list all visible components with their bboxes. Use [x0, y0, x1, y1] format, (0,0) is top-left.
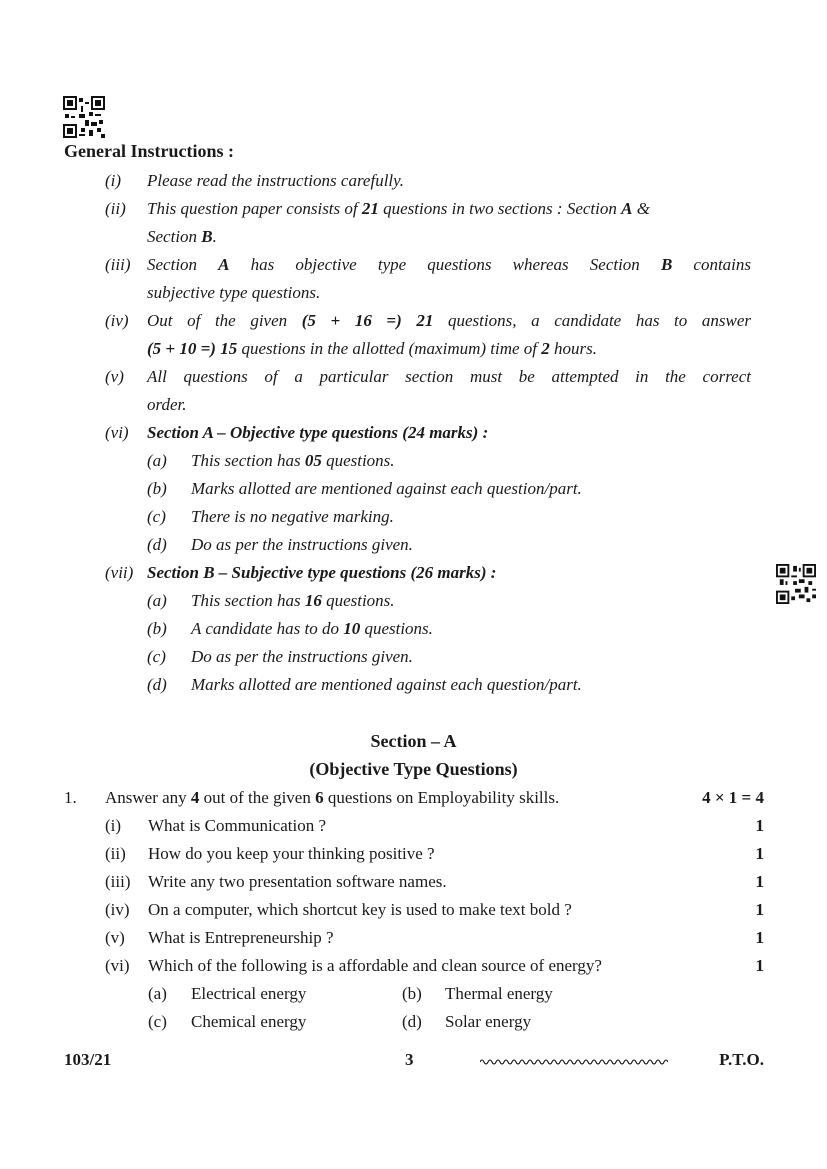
sub-question-number: (ii)	[105, 844, 126, 863]
sub-instruction-label: (a)	[147, 451, 167, 470]
instruction-number: (i)	[105, 171, 122, 190]
sub-question-text: What is Communication ?	[148, 816, 326, 835]
instruction-number: (iv)	[105, 311, 129, 330]
sub-instruction-label: (a)	[147, 591, 167, 610]
section-a-instruction-title: Section A – Objective type questions (24 marks) :	[147, 423, 489, 442]
instruction-text: Section B.	[147, 227, 217, 246]
instruction-text: Out of the given (5 + 16 =) 21 questions, a candidate has to answer	[147, 311, 752, 330]
option-label: (a)	[148, 984, 167, 1003]
sub-instruction-label: (b)	[147, 619, 167, 638]
section-subtitle: (Objective Type Questions)	[309, 759, 518, 779]
sub-question-marks: 1	[755, 928, 764, 947]
option-text: Chemical energy	[191, 1012, 307, 1031]
sub-question-number: (vi)	[105, 956, 130, 975]
question-marks: 4 × 1 = 4	[702, 788, 764, 807]
general-instructions-heading: General Instructions :	[64, 141, 234, 161]
sub-instruction-label: (c)	[147, 507, 166, 526]
sub-question-marks: 1	[755, 844, 764, 863]
option-label: (c)	[148, 1012, 167, 1031]
sub-question-number: (iv)	[105, 900, 130, 919]
sub-instruction-label: (c)	[147, 647, 166, 666]
sub-question-number: (iii)	[105, 872, 131, 891]
instruction-number: (vii)	[105, 563, 134, 582]
instruction-text: subjective type questions.	[147, 283, 321, 302]
pto-label: P.T.O.	[719, 1050, 764, 1069]
wavy-line-decoration	[480, 1057, 668, 1067]
instruction-text: order.	[147, 395, 187, 414]
sub-instruction-text: There is no negative marking.	[191, 507, 394, 526]
sub-question-text: How do you keep your thinking positive ?	[148, 844, 435, 863]
section-b-instruction-title: Section B – Subjective type questions (26 marks) :	[147, 563, 497, 582]
option-text: Electrical energy	[191, 984, 307, 1003]
sub-instruction-text: This section has 05 questions.	[191, 451, 395, 470]
instruction-number: (vi)	[105, 423, 129, 442]
sub-question-text: On a computer, which shortcut key is used to make text bold ?	[148, 900, 572, 919]
sub-instruction-label: (b)	[147, 479, 167, 498]
option-label: (d)	[402, 1012, 422, 1031]
sub-instruction-text: Do as per the instructions given.	[191, 535, 413, 554]
section-title: Section – A	[370, 731, 457, 751]
sub-question-text: Write any two presentation software names.	[148, 872, 447, 891]
option-text: Solar energy	[445, 1012, 532, 1031]
instruction-number: (v)	[105, 367, 124, 386]
sub-question-marks: 1	[755, 816, 764, 835]
option-text: Thermal energy	[445, 984, 553, 1003]
instruction-text: All questions of a particular section must be attempted in the correct	[147, 367, 751, 386]
sub-question-text: Which of the following is a affordable and clean source of energy?	[148, 956, 602, 975]
sub-question-marks: 1	[755, 872, 764, 891]
instruction-text: This question paper consists of 21 questions in two sections : Section A &	[147, 199, 650, 218]
option-label: (b)	[402, 984, 422, 1003]
qr-code-icon	[776, 564, 816, 604]
sub-instruction-label: (d)	[147, 535, 167, 554]
page-number: 3	[405, 1050, 414, 1069]
sub-question-number: (v)	[105, 928, 125, 947]
sub-instruction-text: A candidate has to do 10 questions.	[191, 619, 433, 638]
sub-instruction-label: (d)	[147, 675, 167, 694]
sub-instruction-text: Marks allotted are mentioned against each question/part.	[191, 479, 582, 498]
question-text: Answer any 4 out of the given 6 questions on Employability skills.	[105, 788, 560, 807]
sub-question-marks: 1	[755, 956, 764, 975]
instruction-number: (ii)	[105, 199, 126, 218]
instruction-text: (5 + 10 =) 15 questions in the allotted (maximum) time of 2 hours.	[147, 339, 598, 358]
sub-instruction-text: This section has 16 questions.	[191, 591, 395, 610]
sub-instruction-text: Do as per the instructions given.	[191, 647, 413, 666]
question-number: 1.	[64, 788, 77, 807]
qr-code-icon	[63, 96, 105, 138]
sub-question-number: (i)	[105, 816, 122, 835]
paper-code: 103/21	[64, 1050, 112, 1069]
instruction-text: Please read the instructions carefully.	[147, 171, 405, 190]
instruction-text: Section A has objective type questions whereas Section B contains	[147, 255, 752, 274]
instruction-number: (iii)	[105, 255, 131, 274]
sub-instruction-text: Marks allotted are mentioned against each question/part.	[191, 675, 582, 694]
sub-question-marks: 1	[755, 900, 764, 919]
sub-question-text: What is Entrepreneurship ?	[148, 928, 334, 947]
